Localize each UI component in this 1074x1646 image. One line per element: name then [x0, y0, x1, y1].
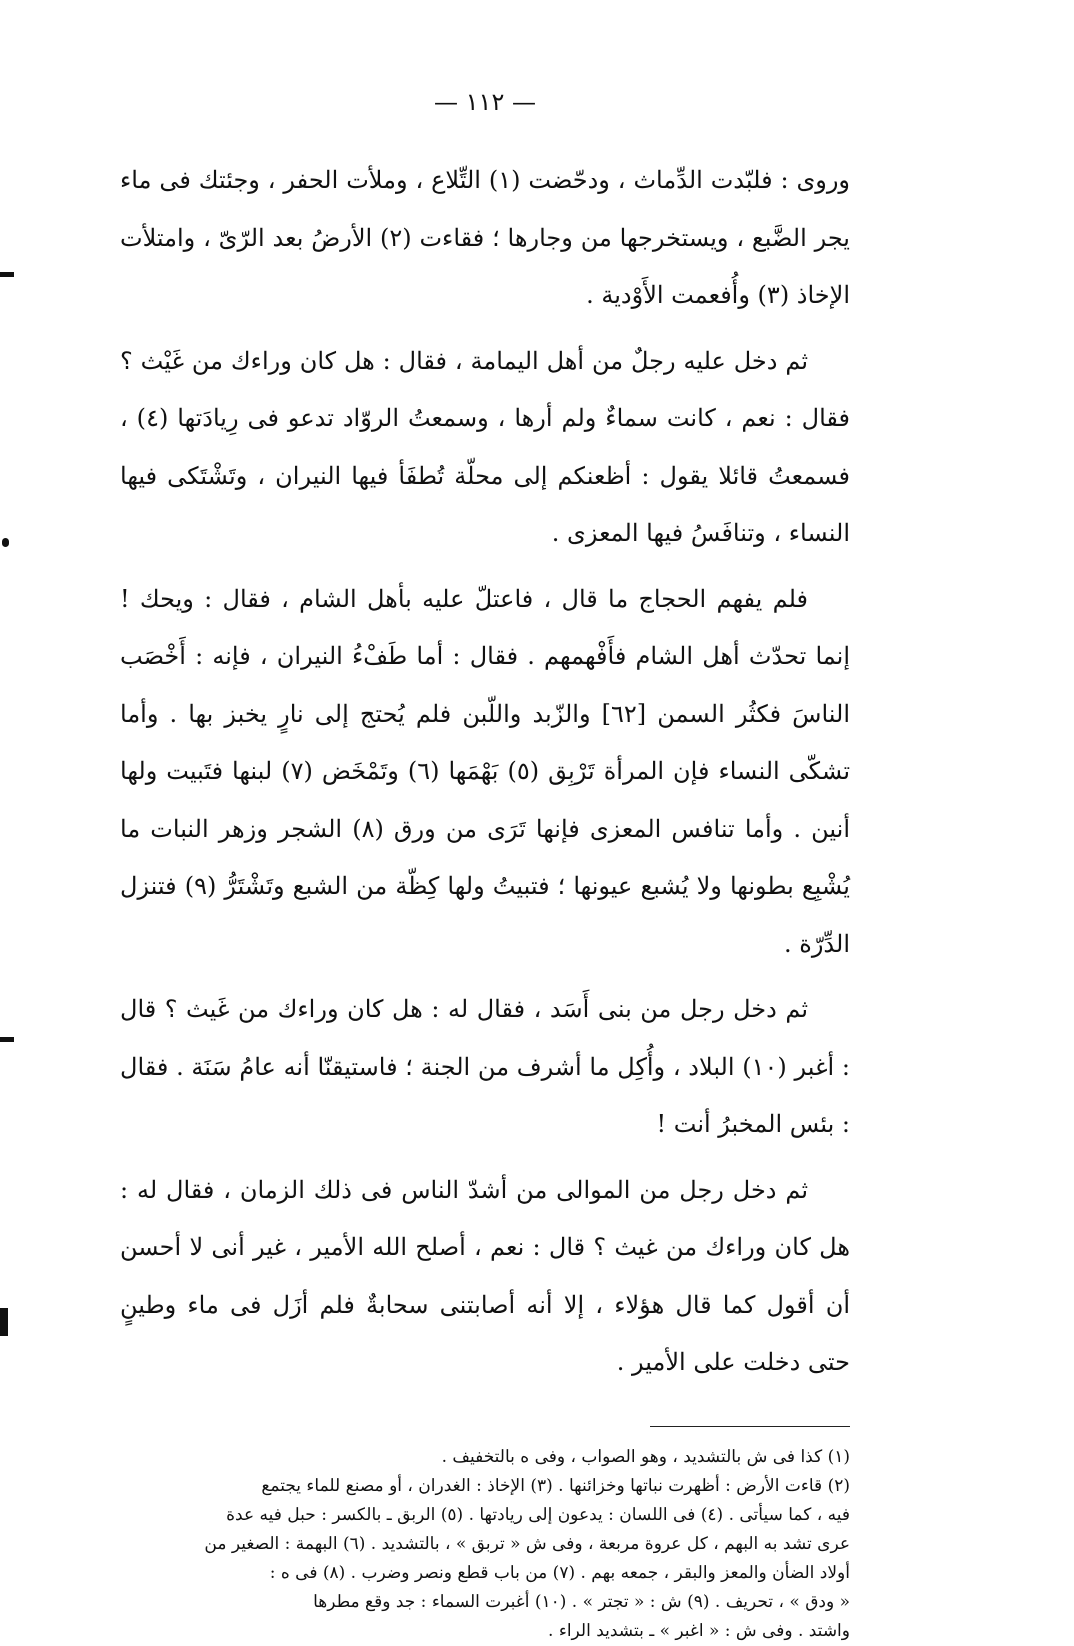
footnote-line: فيه ، كما سيأتى . (٤) فى اللسان : يدعون إلى ريادتها . (٥) الربق ـ بالكسر : حبل فيه عدة — [226, 1505, 850, 1525]
footnote-line: (١) كذا فى ش بالتشديد ، وهو الصواب ، وفى ه بالتخفيف . — [441, 1447, 850, 1467]
footnotes — [120, 1443, 850, 1646]
book-page — [120, 70, 851, 1641]
footnote-divider — [650, 1426, 850, 1428]
paragraph: وروى : فلبّدت الدِّماث ، ودحّضت (١) التِّلاع ، وملأت الحفر ، وجئتك فى ماء يجر الضَّبع ، ويستخرجها من وجارها ؛ فقاءت (٢) الأرضُ بعد الرّىّ ، وامتلأت الإخاذ (٣) وأُفعمت الأَوْدية . — [120, 166, 851, 309]
footnote-line: أولاد الضأن والمعز والبقر ، جمعه بهم . (٧) من باب قطع ونصر وضرب . (٨) فى ه : — [269, 1563, 850, 1583]
page-number: — ١١٢ — — [434, 88, 536, 116]
footnote-line: واشتد . وفى ش : « اغبر » ـ بتشديد الراء . — [548, 1621, 850, 1641]
footnote-line: (٢) قاءت الأرض : أظهرت نباتها وخزائنها . (٣) الإخاذ : الغدران ، أو مصنع للماء يجتمع — [261, 1476, 850, 1496]
margin-mark — [0, 1308, 8, 1336]
footnote-line: « ودق » ، تحريف . (٩) ش : « تجتر » . (١٠) أغبرت السماء : جد وقع مطرها — [313, 1592, 850, 1612]
margin-mark — [0, 1037, 14, 1042]
margin-mark — [2, 538, 9, 547]
paragraph: فلم يفهم الحجاج ما قال ، فاعتلّ عليه بأهل الشام ، فقال : ويحك ! إنما تحدّث أهل الشام فأَفْهمهم . فقال : أما طَفْءُ النيران ، فإنه : أَخْصَب الناسَ فكثُر السمن [٦٢] والزّبد واللّبن فلم يُحتج إلى نارٍ يخبز بها . وأما تشكّى النساء فإن المرأة تَرْبِق (٥) بَهْمَها (٦) وتَمْخَض (٧) لبنها فتَبيت ولها أنين . وأما تنافس المعزى فإنها تَرَى من ورق (٨) الشجر وزهر النبات ما يُشْبِع بطونها ولا يُشبع عيونها ؛ فتبيتُ ولها كِظّة من الشبع وتَشْتَرُّ (٩) فتنزل الدِّرّة . — [120, 584, 851, 958]
paragraph: ثم دخل عليه رجلٌ من أهل اليمامة ، فقال : هل كان وراءك من غَيْث ؟ فقال : نعم ، كانت سماءٌ ولم أرها ، وسمعتُ الروّاد تدعو فى رِيادَتها (٤) ، فسمعتُ قائلا يقول : أظعنكم إلى محلّة تُطفَأ فيها النيران ، وتَشْتَكى فيها النساء ، وتنافَسُ فيها المعزى . — [120, 346, 850, 547]
paragraph: ثم دخل رجل من بنى أَسَد ، فقال له : هل كان وراءك من غَيث ؟ قال : أغبر (١٠) البلاد ، وأُكِل ما أشرف من الجنة ؛ فاستيقنّا أنه عامُ سَنَة . فقال : بئس المخبرُ أنت ! — [120, 995, 850, 1138]
footnote-line: عرى تشد به البهم ، كل عروة مربعة ، وفى ش « تربق » ، بالتشديد . (٦) البهمة : الصغير من — [204, 1534, 850, 1554]
margin-mark — [0, 272, 14, 277]
paragraph: ثم دخل رجل من الموالى من أشدّ الناس فى ذلك الزمان ، فقال له : هل كان وراءك من غيث ؟ قال : نعم ، أصلح الله الأمير ، غير أنى لا أحسن أن أقول كما قال هؤلاء ، إلا أنه أصابتنى سحابةٌ فلم أزَل فى ماء وطينٍ حتى دخلت على الأمير . — [120, 1175, 850, 1376]
